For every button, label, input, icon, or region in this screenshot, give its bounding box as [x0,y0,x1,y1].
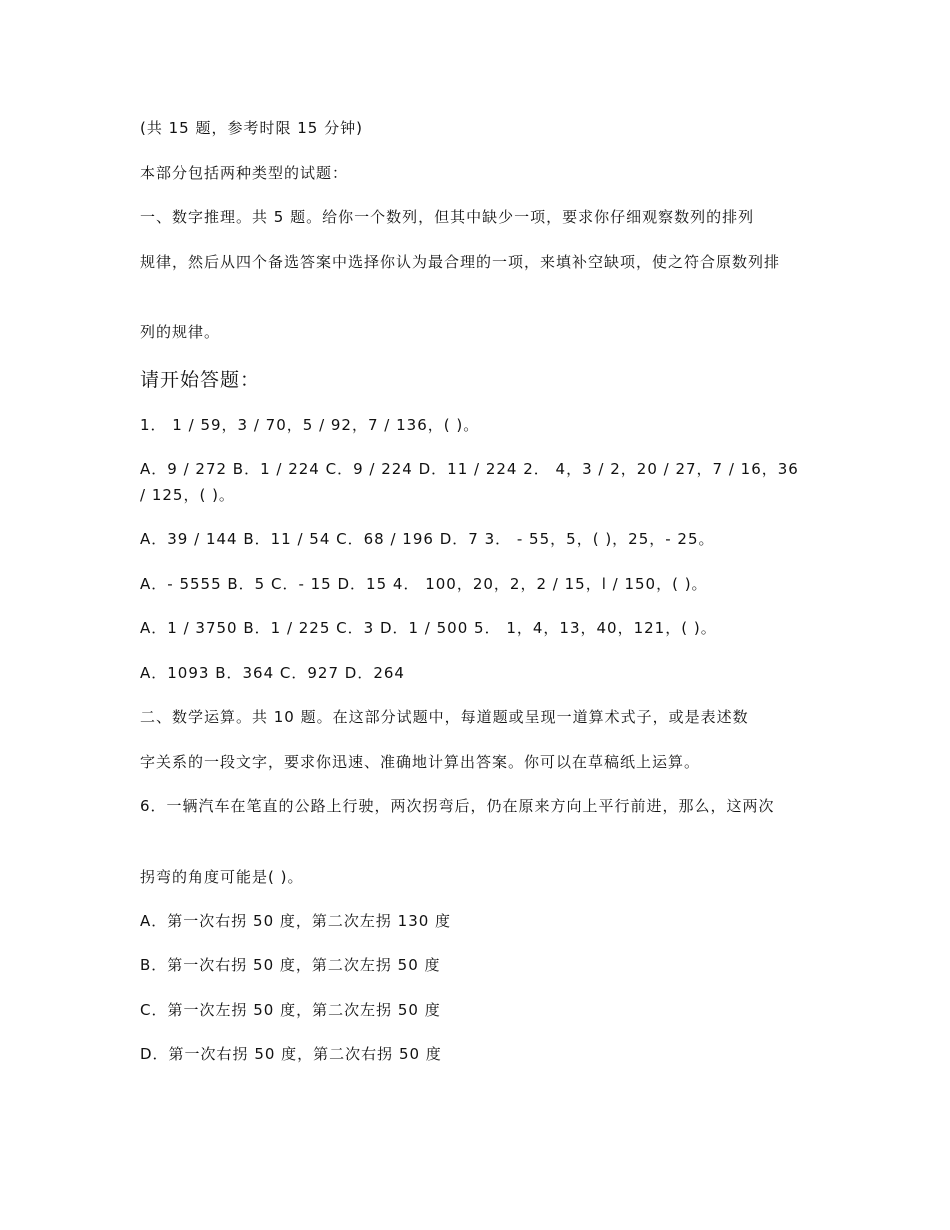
question-6-option-a: A．第一次右拐 50 度，第二次左拐 130 度 [140,912,452,930]
section1-line2: 规律，然后从四个备选答案中选择你认为最合理的一项，来填补空缺项，使之符合原数列排 [140,253,781,271]
answers-4-question-5: A．1 / 3750 B．1 / 225 C．3 D．1 / 500 5． 1，4，13，40，121，( )。 [140,619,717,637]
question-6-line1: 6．一辆汽车在笔直的公路上行驶，两次拐弯后，仍在原来方向上平行前进，那么，这两次 [140,797,775,815]
question-6-option-d: D．第一次右拐 50 度，第二次右拐 50 度 [140,1045,442,1063]
question-6-option-c: C．第一次左拐 50 度，第二次左拐 50 度 [140,1001,441,1019]
answers-3-question-4: A．- 5555 B．5 C．- 15 D．15 4． 100，20，2，2 / 15，l / 150，( )。 [140,575,708,593]
intro-note: (共 15 题，参考时限 15 分钟) [140,119,363,137]
section1-line1: 一、数字推理。共 5 题。给你一个数列，但其中缺少一项，要求你仔细观察数列的排列 [140,208,755,226]
answers-5: A．1093 B．364 C．927 D．264 [140,664,405,682]
section2-line2: 字关系的一段文字，要求你迅速、准确地计算出答案。你可以在草稿纸上运算。 [140,753,701,771]
intro-desc: 本部分包括两种类型的试题： [140,164,349,182]
answers-1-question-2: A．9 / 272 B．1 / 224 C．9 / 224 D．11 / 224 2． 4，3 / 2，20 / 27，7 / 16，36 / 125，( )。 [140,460,799,504]
question-6-line2: 拐弯的角度可能是( )。 [140,868,304,886]
section2-line1: 二、数学运算。共 10 题。在这部分试题中，每道题或呈现一道算术式子，或是表述数 [140,708,749,726]
start-heading: 请开始答题： [140,369,261,391]
question-1: 1． 1 / 59，3 / 70，5 / 92，7 / 136，( )。 [140,416,480,434]
question-6-option-b: B．第一次右拐 50 度，第二次左拐 50 度 [140,956,441,974]
answers-2-question-3: A．39 / 144 B．11 / 54 C．68 / 196 D．7 3． - 55，5，( )，25，- 25。 [140,530,715,548]
section1-line3: 列的规律。 [140,323,221,341]
